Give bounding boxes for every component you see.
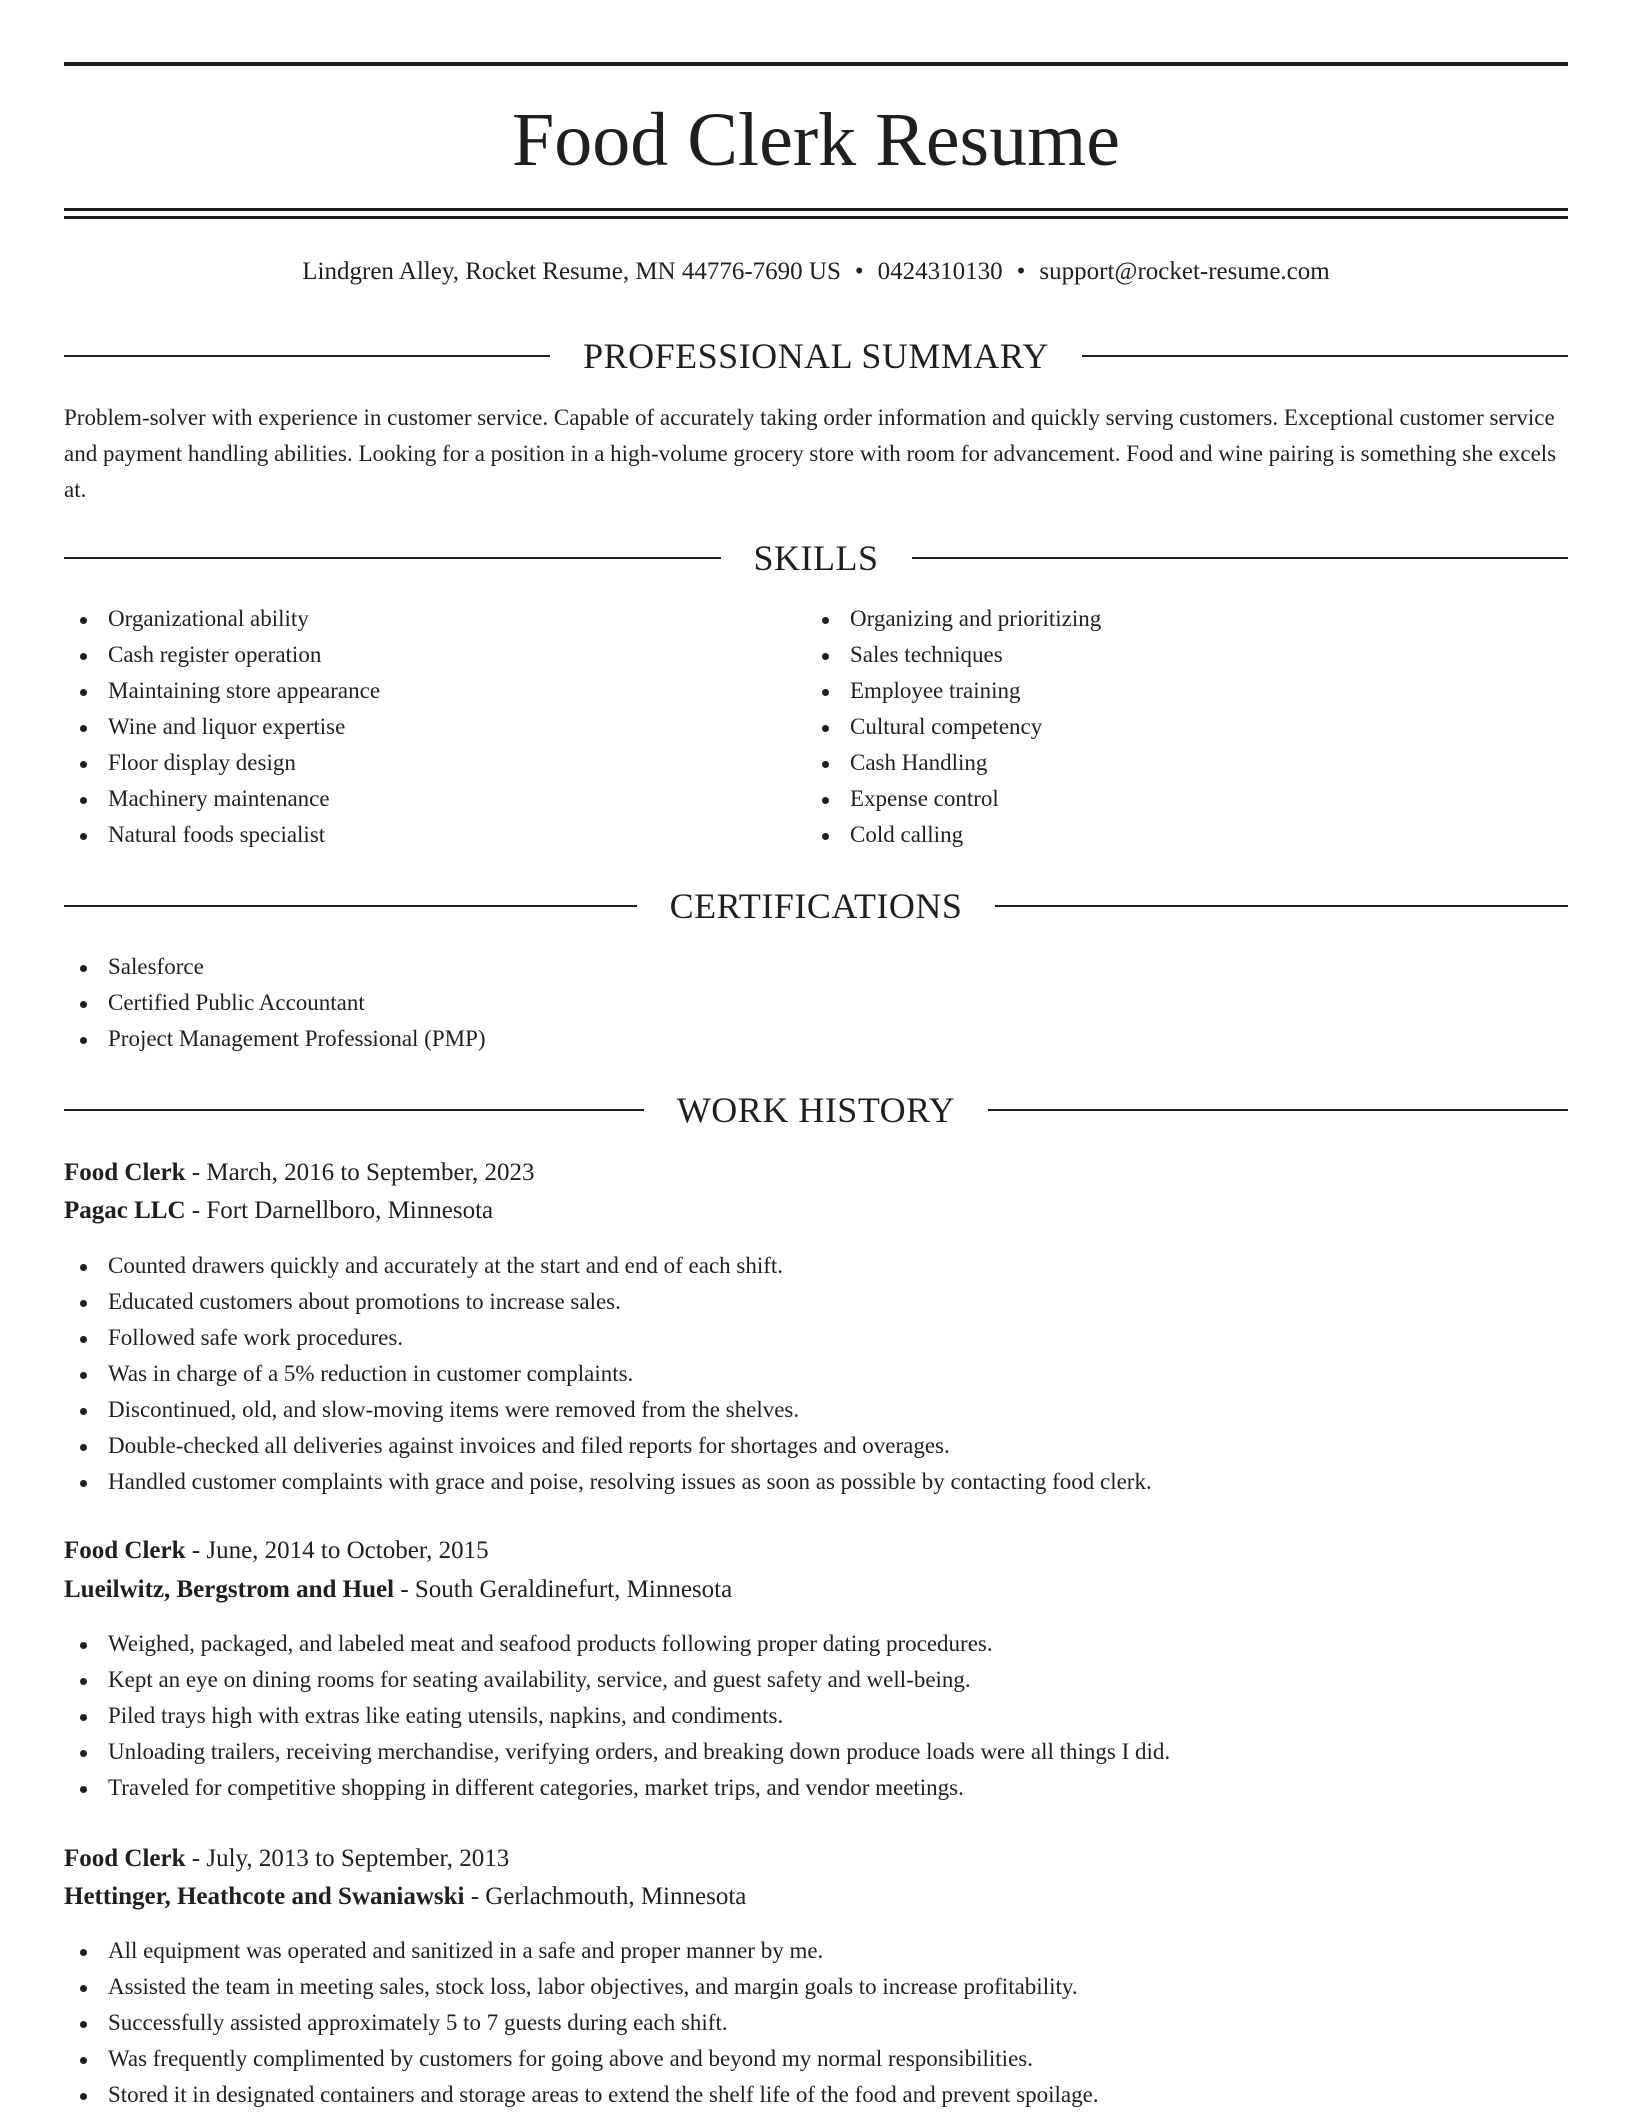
job-bullet: Assisted the team in meeting sales, stock loss, labor objectives, and margin goals to increase profitability.: [64, 1969, 1099, 2005]
skills-list-right: [806, 601, 1101, 853]
job-title-line: [64, 1841, 509, 1877]
section-header-summary: [64, 334, 1568, 378]
section-title: WORK HISTORY: [676, 1090, 956, 1130]
job-bullet: Successfully assisted approximately 5 to 7 guests during each shift.: [64, 2005, 1099, 2041]
job-location: - South Geraldinefurt, Minnesota: [394, 1576, 733, 1603]
job-bullet: Traveled for competitive shopping in different categories, market trips, and vendor meetings.: [64, 1770, 1170, 1806]
skill-item: Maintaining store appearance: [64, 673, 380, 709]
job-bullet: Stored it in designated containers and storage areas to extend the shelf life of the food and prevent spoilage.: [64, 2077, 1099, 2113]
job-title: Food Clerk: [64, 1845, 186, 1872]
skill-item: Cold calling: [806, 817, 1101, 853]
skills-list-left: [64, 601, 380, 853]
job-dates: - March, 2016 to September, 2023: [185, 1159, 535, 1186]
resume-title: Food Clerk Resume: [512, 98, 1120, 182]
skill-item: Organizing and prioritizing: [806, 601, 1101, 637]
section-header-skills: [64, 536, 1568, 580]
certification-item: Project Management Professional (PMP): [64, 1021, 486, 1057]
skill-item: Cash register operation: [64, 637, 380, 673]
section-header-work-history: [64, 1088, 1568, 1132]
job-company: Pagac LLC: [64, 1197, 186, 1224]
header-double-rule-lower: [64, 216, 1568, 219]
section-title: PROFESSIONAL SUMMARY: [583, 336, 1049, 376]
certification-item: Salesforce: [64, 949, 486, 985]
skill-item: Floor display design: [64, 745, 380, 781]
section-rule-right: [1082, 355, 1568, 357]
job-bullet-list: [64, 1933, 1099, 2113]
job-bullet: Unloading trailers, receiving merchandise, verifying orders, and breaking down produce loads were all things I did.: [64, 1734, 1170, 1770]
job-title: Food Clerk: [64, 1159, 186, 1186]
section-rule-left: [64, 905, 637, 907]
contact-separator: •: [1016, 258, 1026, 285]
job-location: - Gerlachmouth, Minnesota: [464, 1883, 747, 1910]
contact-phone: 0424310130: [877, 258, 1003, 285]
contact-address: Lindgren Alley, Rocket Resume, MN 44776-7690 US: [302, 258, 841, 285]
skill-item: Wine and liquor expertise: [64, 709, 380, 745]
header-double-rule-upper: [64, 208, 1568, 211]
job-bullet: Kept an eye on dining rooms for seating availability, service, and guest safety and well-being.: [64, 1662, 1170, 1698]
section-rule-right: [988, 1109, 1568, 1111]
job-bullet: Weighed, packaged, and labeled meat and seafood products following proper dating procedures.: [64, 1626, 1170, 1662]
job-location: - Fort Darnellboro, Minnesota: [185, 1197, 494, 1224]
skill-item: Cultural competency: [806, 709, 1101, 745]
skill-item: Natural foods specialist: [64, 817, 380, 853]
section-rule-right: [912, 557, 1569, 559]
job-bullet-list: [64, 1626, 1170, 1806]
section-rule-left: [64, 1109, 644, 1111]
job-company: Hettinger, Heathcote and Swaniawski: [64, 1883, 465, 1910]
section-header-certifications: [64, 884, 1568, 928]
job-title-line: [64, 1533, 489, 1569]
job-dates: - June, 2014 to October, 2015: [185, 1537, 489, 1564]
certifications-list: [64, 949, 486, 1057]
job-company-line: [64, 1193, 493, 1229]
job-bullet: Counted drawers quickly and accurately at the start and end of each shift.: [64, 1248, 1152, 1284]
job-bullet: Followed safe work procedures.: [64, 1320, 1152, 1356]
job-bullet: Double-checked all deliveries against invoices and filed reports for shortages and overages.: [64, 1428, 1152, 1464]
job-company-line: [64, 1879, 746, 1915]
job-company-line: [64, 1572, 732, 1608]
job-bullet: Educated customers about promotions to increase sales.: [64, 1284, 1152, 1320]
skill-item: Employee training: [806, 673, 1101, 709]
job-company: Lueilwitz, Bergstrom and Huel: [64, 1576, 395, 1603]
section-rule-left: [64, 355, 550, 357]
section-title: CERTIFICATIONS: [669, 886, 963, 926]
skill-item: Expense control: [806, 781, 1101, 817]
header-top-rule: [64, 62, 1568, 66]
job-bullet: Handled customer complaints with grace and poise, resolving issues as soon as possible by contacting food clerk.: [64, 1464, 1152, 1500]
job-bullet: Was in charge of a 5% reduction in customer complaints.: [64, 1356, 1152, 1392]
contact-line: [64, 255, 1568, 289]
summary-text: Problem-solver with experience in customer service. Capable of accurately taking order information and quickly serving customers. Exceptional customer service and payment handling abilities. Looking for a position in a high-volume grocery store with room for advancement. Food and wine pairing is something she excels at.: [64, 405, 1557, 502]
section-rule-right: [995, 905, 1568, 907]
skill-item: Machinery maintenance: [64, 781, 380, 817]
certification-item: Certified Public Accountant: [64, 985, 486, 1021]
contact-email: support@rocket-resume.com: [1039, 258, 1330, 285]
job-bullet: All equipment was operated and sanitized in a safe and proper manner by me.: [64, 1933, 1099, 1969]
contact-separator: •: [854, 258, 864, 285]
job-bullet: Piled trays high with extras like eating utensils, napkins, and condiments.: [64, 1698, 1170, 1734]
job-title-line: [64, 1155, 534, 1191]
section-title: SKILLS: [753, 538, 879, 578]
job-dates: - July, 2013 to September, 2013: [185, 1845, 510, 1872]
job-bullet-list: [64, 1248, 1152, 1500]
skill-item: Cash Handling: [806, 745, 1101, 781]
job-bullet: Discontinued, old, and slow-moving items were removed from the shelves.: [64, 1392, 1152, 1428]
section-rule-left: [64, 557, 721, 559]
skill-item: Sales techniques: [806, 637, 1101, 673]
skill-item: Organizational ability: [64, 601, 380, 637]
job-bullet: Was frequently complimented by customers for going above and beyond my normal responsibilities.: [64, 2041, 1099, 2077]
job-title: Food Clerk: [64, 1537, 186, 1564]
